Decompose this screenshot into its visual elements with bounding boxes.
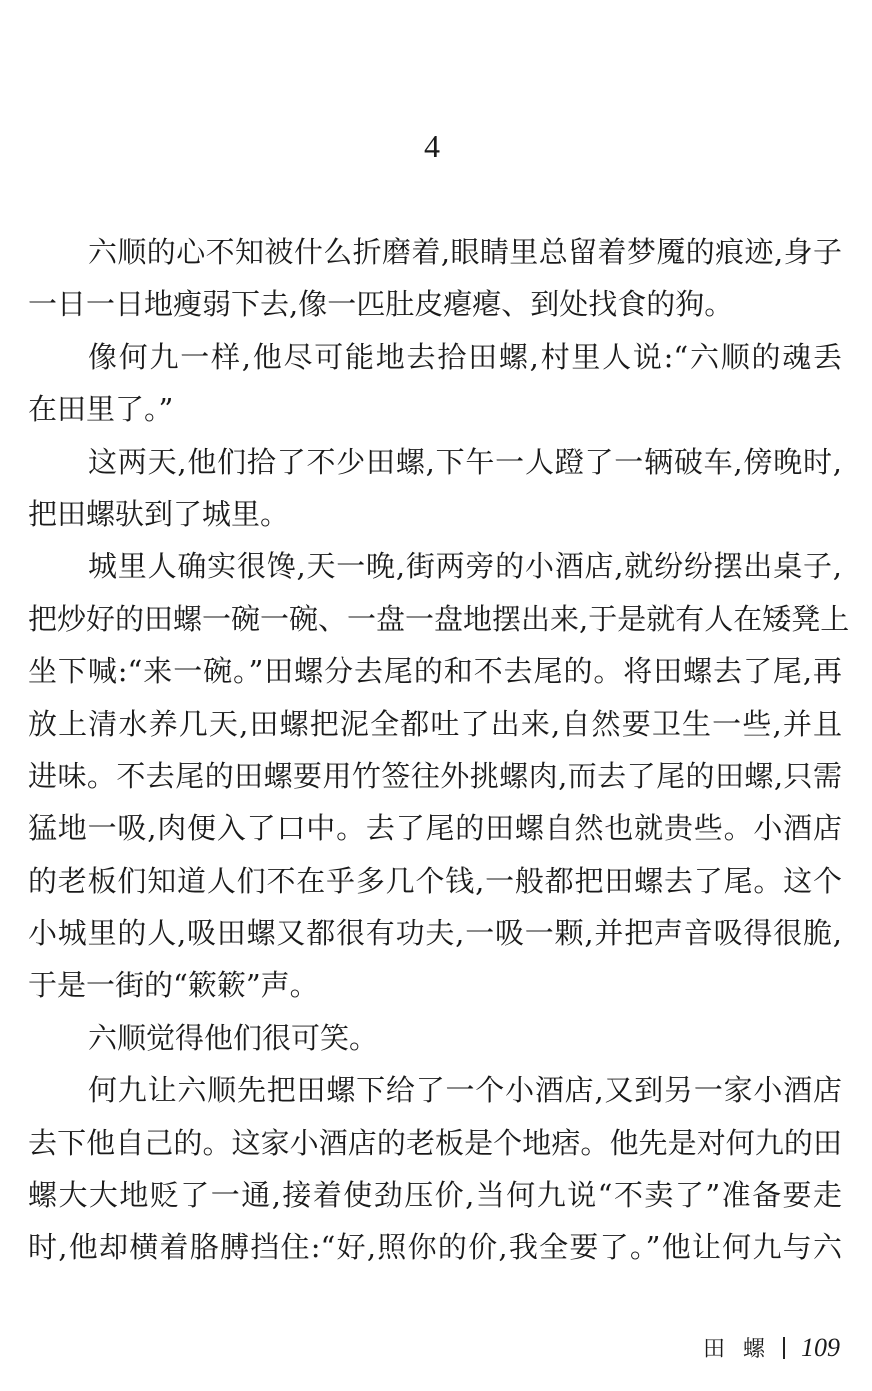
text-line: 像何九一样,他尽可能地去拾田螺,村里人说:“六顺的魂丢	[88, 339, 842, 374]
text-line: 螺大大地贬了一通,接着使劲压价,当何九说“不卖了”准备要走	[28, 1178, 842, 1213]
text-line: 在田里了。”	[28, 392, 174, 427]
text-line: 于是一街的“簌簌”声。	[28, 968, 319, 1003]
chapter-number: 4	[424, 128, 440, 164]
text-line: 六顺的心不知被什么折磨着,眼睛里总留着梦魇的痕迹,身子	[88, 235, 842, 269]
page-footer	[703, 1332, 840, 1363]
text-line: 一日一日地瘦弱下去,像一匹肚皮瘪瘪、到处找食的狗。	[28, 287, 734, 322]
text-line: 去下他自己的。这家小酒店的老板是个地痞。他先是对何九的田	[28, 1125, 842, 1160]
text-line: 把田螺驮到了城里。	[28, 496, 290, 531]
text-line: 小城里的人,吸田螺又都很有功夫,一吸一颗,并把声音吸得很脆,	[28, 916, 842, 951]
text-line: 放上清水养几天,田螺把泥全都吐了出来,自然要卫生一些,并且	[28, 706, 842, 741]
footer-divider	[783, 1337, 785, 1359]
text-line: 时,他却横着胳膊挡住:“好,照你的价,我全要了。”他让何九与六	[28, 1230, 842, 1265]
text-line: 城里人确实很馋,天一晚,街两旁的小酒店,就纷纷摆出桌子,	[88, 549, 842, 584]
text-line: 的老板们知道人们不在乎多几个钱,一般都把田螺去了尾。这个	[28, 863, 842, 898]
text-line: 猛地一吸,肉便入了口中。去了尾的田螺自然也就贵些。小酒店	[28, 811, 842, 846]
running-title: 田螺	[702, 1337, 783, 1362]
body-text	[28, 226, 850, 1274]
text-line: 进味。不去尾的田螺要用竹签往外挑螺肉,而去了尾的田螺,只需	[28, 758, 842, 793]
text-line: 何九让六顺先把田螺下给了一个小酒店,又到另一家小酒店	[88, 1073, 842, 1108]
text-line: 六顺觉得他们很可笑。	[88, 1020, 379, 1055]
page-number: 109	[801, 1332, 840, 1362]
text-line: 把炒好的田螺一碗一碗、一盘一盘地摆出来,于是就有人在矮凳上	[28, 601, 850, 636]
text-line: 坐下喊:“来一碗。”田螺分去尾的和不去尾的。将田螺去了尾,再	[28, 654, 842, 689]
text-line: 这两天,他们拾了不少田螺,下午一人蹬了一辆破车,傍晚时,	[88, 444, 842, 479]
